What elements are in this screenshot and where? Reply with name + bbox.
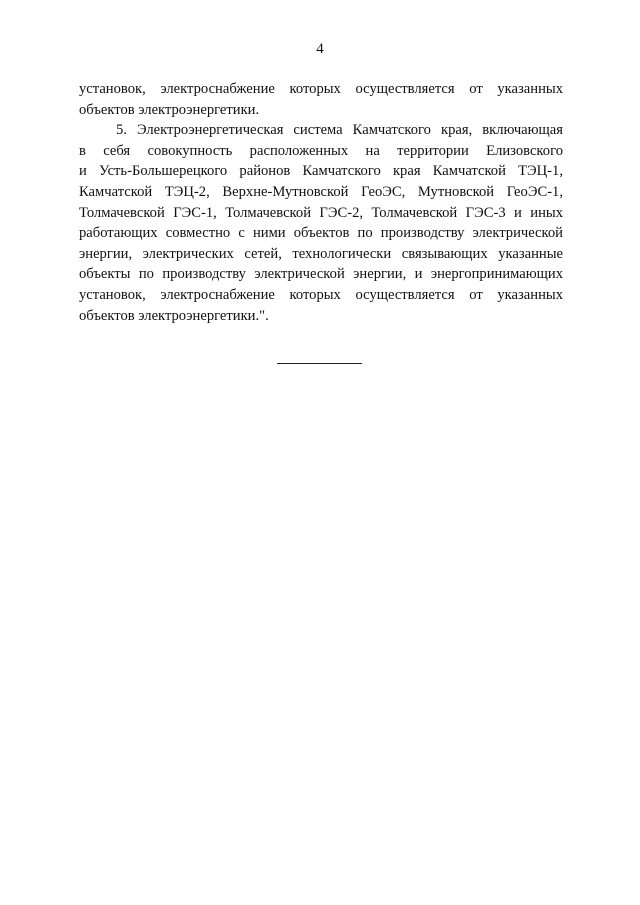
- text-line: установок, электроснабжение которых осуществляется от указанных: [79, 81, 563, 97]
- text-line: в себя совокупность расположенных на территории Елизовского: [79, 142, 563, 159]
- paragraph-5: [79, 120, 563, 326]
- text-line: энергии, электрических сетей, технологически связывающих указанные: [79, 245, 563, 262]
- text-line: 5. Электроэнергетическая система Камчатского края, включающая: [116, 122, 563, 139]
- paragraph-continuation: [79, 79, 563, 120]
- text-line: установок, электроснабжение которых осуществляется от указанных: [79, 286, 563, 303]
- text-line: работающих совместно с ними объектов по производству электрической: [79, 225, 563, 242]
- document-body: [79, 79, 563, 326]
- text-line: Камчатской ТЭЦ-2, Верхне-Мутновской ГеоЭС, Мутновской ГеоЭС-1,: [79, 183, 563, 200]
- text-line: объекты по производству электрической энергии, и энергопринимающих: [79, 266, 563, 283]
- text-line: объектов электроэнергетики.: [79, 101, 260, 118]
- text-line: и Усть-Большерецкого районов Камчатского края Камчатской ТЭЦ-1,: [79, 163, 563, 180]
- text-line: Толмачевской ГЭС-1, Толмачевской ГЭС-2, Толмачевской ГЭС-3 и иных: [79, 204, 563, 221]
- text-line: объектов электроэнергетики.".: [79, 307, 269, 324]
- end-separator-line: [277, 363, 362, 364]
- page-number: 4: [316, 41, 324, 57]
